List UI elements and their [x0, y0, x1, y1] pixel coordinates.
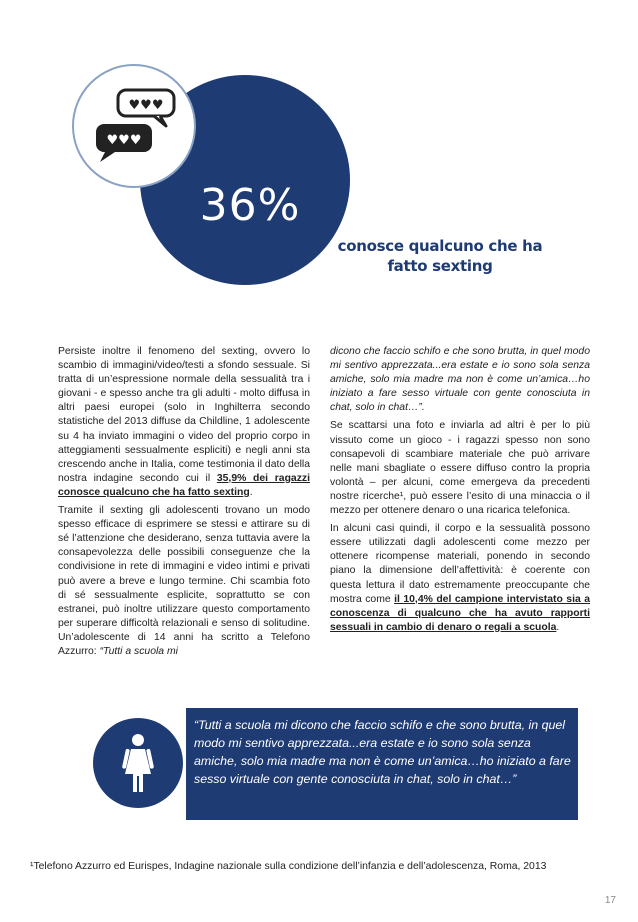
- text-run: .: [249, 486, 253, 498]
- text-run: Tramite il sexting gli adolescenti trovano un modo spesso efficace di esprimere se stessi e attirare su di sé l’attenzione che desiderano, senza tuttavia avere la consapevolezza delle possibili conseguenze che la condivisione in rete di immagini e video intimi e privati può avere a breve e lungo termine. Chi scambia foto di sé sessualmente esplicite, soprattutto se con estranei, può inoltre utilizzare questo comportamento per superare difficoltà relazionali e senso di solitudine. Un’adolescente di 14 anni ha scritto a Telefono Azzurro:: [58, 505, 310, 657]
- highlight-stat: 35,9% dei ragazzi conosce qualcuno che ha fatto sexting: [58, 472, 310, 498]
- stat-value: 36%: [199, 180, 301, 231]
- right-paragraph-2: Se scattarsi una foto e inviarla ad altri è per lo più vissuto come un gioco - i ragazzi spesso non sono consapevoli di scambiare materiale che può arrivare nelle mani sbagliate o essere diffuso contro la propria volontà – per alcuni, come emergeva da precedenti nostre ricerche¹, può essere l’esito di una minaccia o il mezzo per ottenere denaro o una ricarica telefonica.: [330, 420, 590, 517]
- footnote: ¹Telefono Azzurro ed Eurispes, Indagine nazionale sulla condizione dell’infanzia e dell’adolescenza, Roma, 2013: [30, 861, 547, 872]
- highlight-stat: il 10,4% del campione intervistato sia a conoscenza di qualcuno che ha avuto rapporti sessuali in cambio di denaro o regali a scuola: [330, 593, 590, 633]
- stat-headline: conosce qualcuno che ha fatto sexting: [337, 237, 543, 275]
- page-number: 17: [604, 895, 616, 906]
- left-column: [58, 345, 310, 663]
- right-column: [330, 345, 590, 639]
- text-run: In alcuni casi quindi, il corpo e la sessualità possono essere utilizzati dagli adolescenti come mezzo per ottenere ricompense materiali, ponendo in secondo piano la dimensione dell’affettività: è coerente con questa lettura il dato estremamente preoccupante che mostra come: [330, 523, 590, 605]
- chat-bubbles-hearts-icon: [74, 66, 198, 190]
- svg-text:♥♥♥: ♥♥♥: [106, 133, 142, 148]
- quote-start: “Tutti a scuola mi: [99, 645, 178, 657]
- left-paragraph-1: [58, 345, 310, 500]
- left-paragraph-2: [58, 504, 310, 659]
- icon-circle: [72, 64, 196, 188]
- woman-icon: [93, 718, 183, 808]
- text-run: .: [556, 621, 560, 633]
- svg-text:♥♥♥: ♥♥♥: [128, 98, 164, 113]
- right-paragraph-3: [330, 522, 590, 635]
- woman-circle: [93, 718, 183, 808]
- right-paragraph-1: dicono che faccio schifo e che sono brutta, in quel modo mi sentivo apprezzata...era estate e io sono sola senza amiche, solo mia madre ma non è come un’amica…ho iniziato a fare sesso virtuale con gente conosciuta in chat, solo in chat…”.: [330, 346, 590, 414]
- quote-text: “Tutti a scuola mi dicono che faccio schifo e che sono brutta, in quel modo mi sentivo apprezzata...era estate e io sono sola senza amiche, solo mia madre ma non è come un’amica…ho iniziato a fare sesso virtuale con gente conosciuta in chat, solo in chat…”: [194, 718, 571, 786]
- text-run: Persiste inoltre il fenomeno del sexting, ovvero lo scambio di immagini/video/testi a sfondo sessuale. Si tratta di un’espressione normale della sessualità tra i giovani - e spesso anche tra gli adulti - molto diffusa in altri paesi europei (solo in Inghilterra secondo statistiche del 2013 diffuse da Childline, 1 adolescente su 4 ha inviato immagini o video del proprio corpo in atteggiamenti sessualmente espliciti) e negli anni sta crescendo anche in Italia, come testimonia il dato della nostra indagine secondo cui il: [58, 346, 310, 484]
